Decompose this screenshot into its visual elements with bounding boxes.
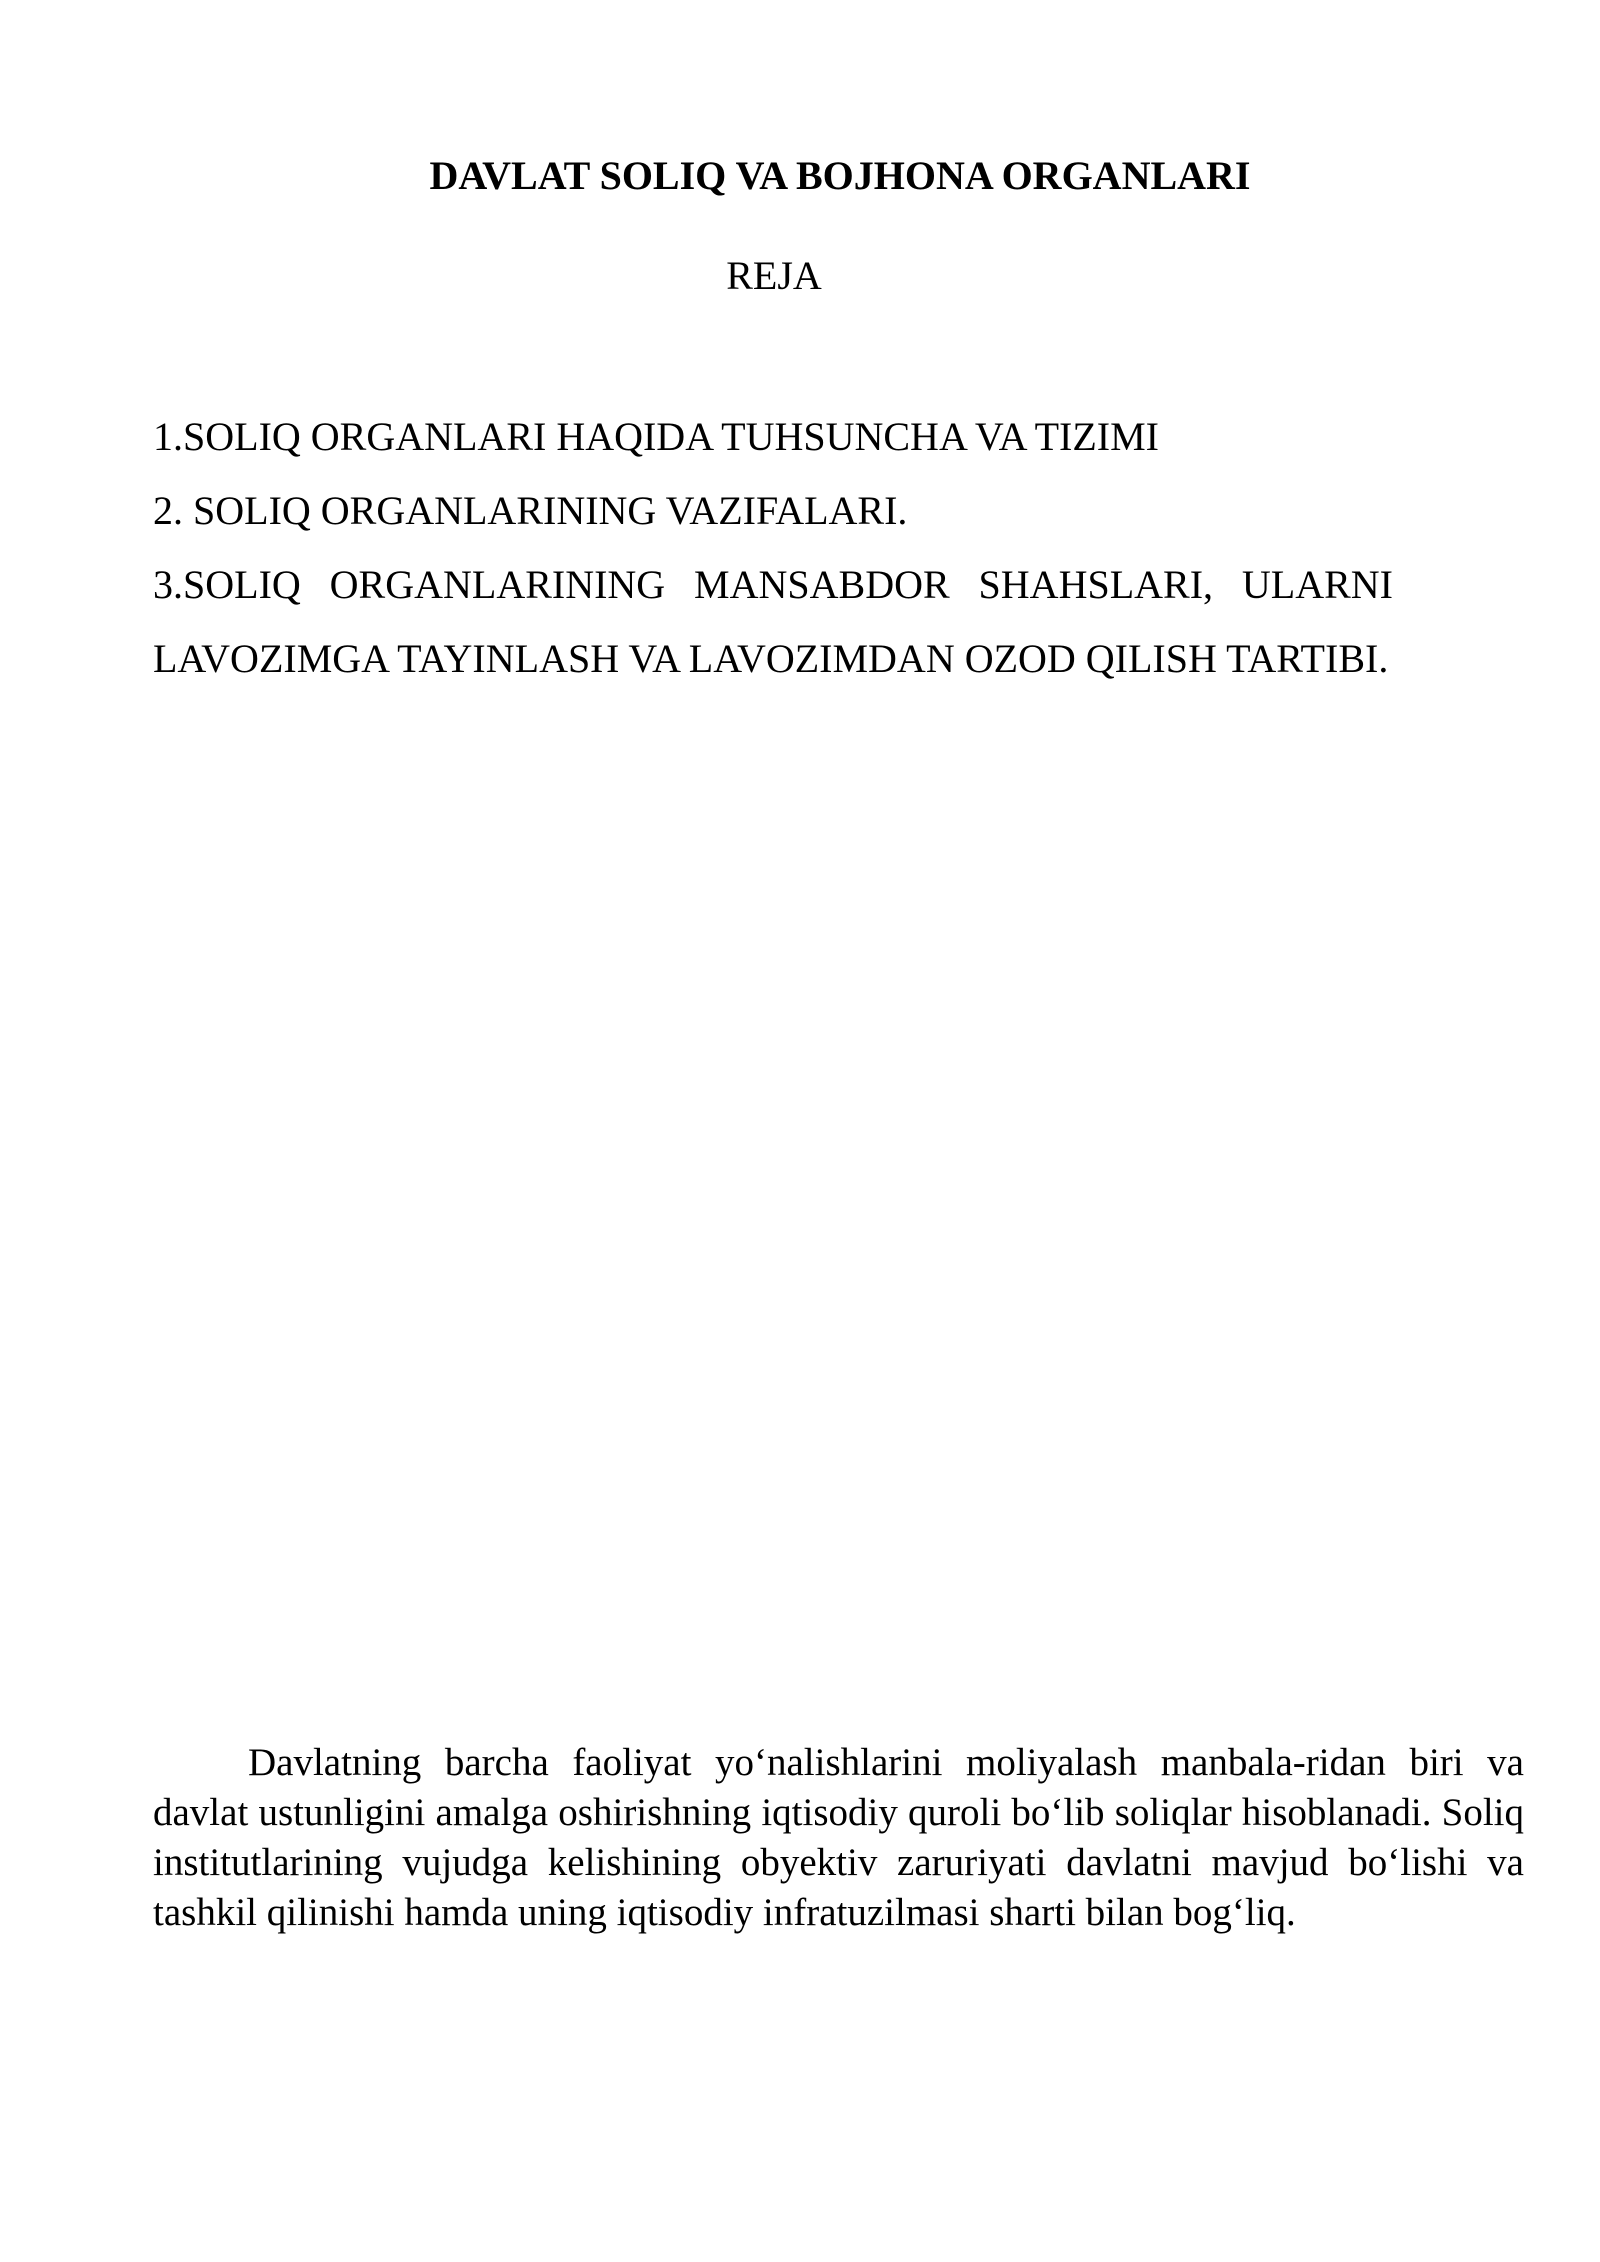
- plan-item-1: 1.SOLIQ ORGANLARI HAQIDA TUHSUNCHA VA TIZIMI: [153, 414, 1159, 459]
- plan-item-3: 3.SOLIQ ORGANLARINING MANSABDOR SHAHSLARI, ULARNI LAVOZIMGA TAYINLASH VA LAVOZIMDAN OZOD QILISH TARTIBI.: [153, 562, 1393, 681]
- page-title: DAVLAT SOLIQ VA BOJHONA ORGANLARI: [429, 153, 1251, 198]
- body-paragraph: Davlatning barcha faoliyat yo‘nalishlarini moliyalash manbala-ridan biri va davlat ustunligini amalga oshirishning iqtisodiy quroli bo‘lib soliqlar hisoblanadi. Soliq institutlarining vujudga kelishining obyektiv zaruriyati davlatni mavjud bo‘lishi va tashkil qilinishi hamda uning iqtisodiy infratuzilmasi sharti bilan bog‘liq.: [153, 1741, 1524, 1934]
- plan-item-2: 2. SOLIQ ORGANLARINING VAZIFALARI.: [153, 488, 908, 533]
- plan-heading: REJA: [726, 253, 822, 298]
- plan-list: [153, 400, 1393, 696]
